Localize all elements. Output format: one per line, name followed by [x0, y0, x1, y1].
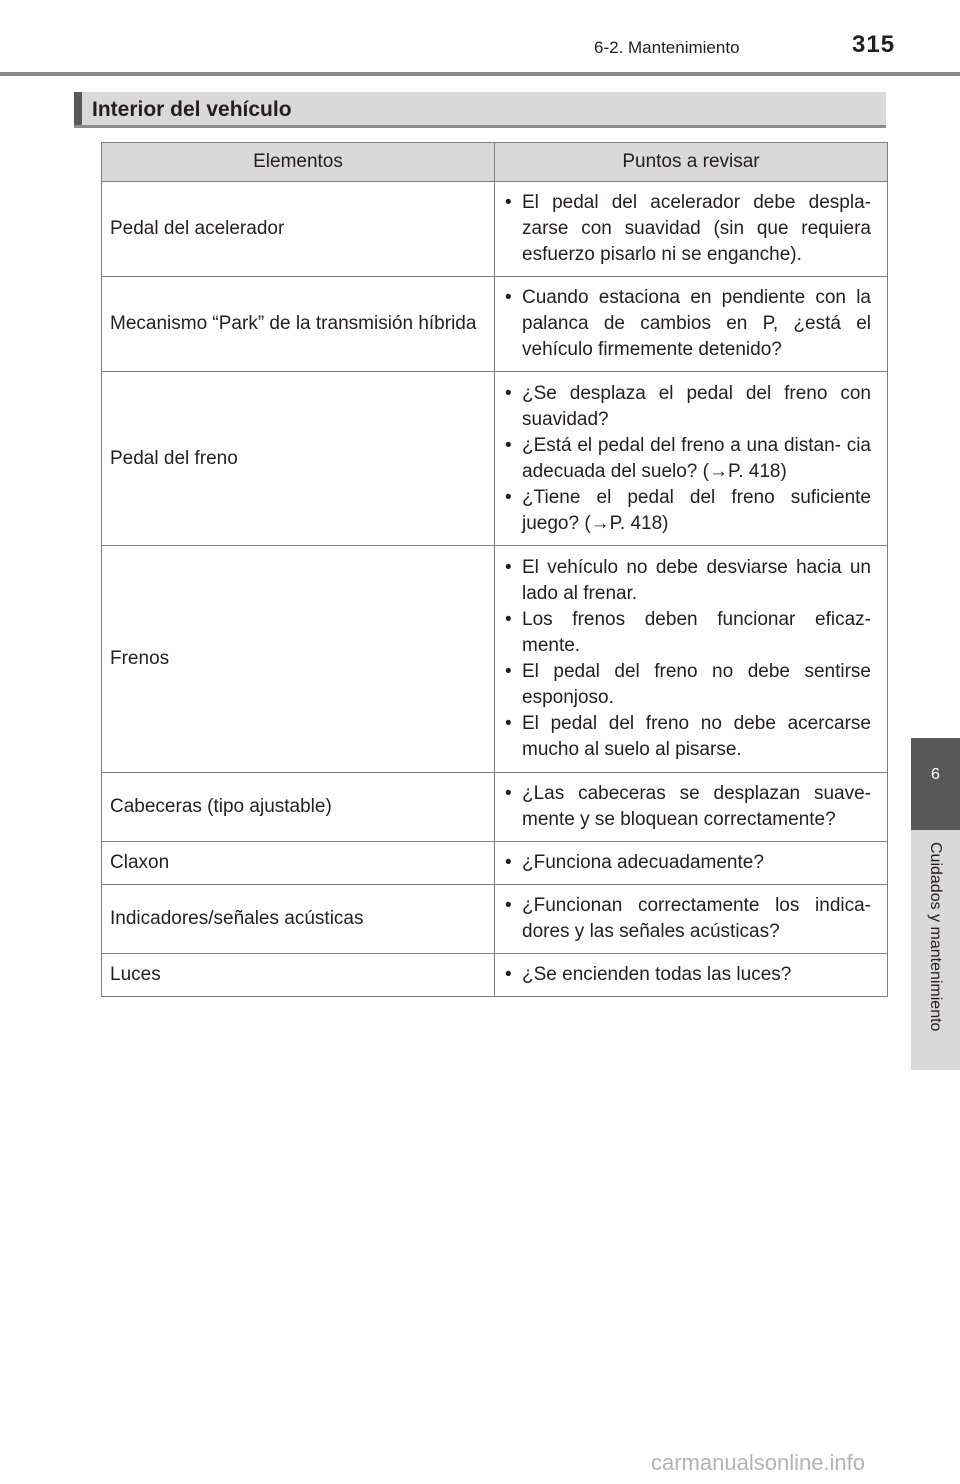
section-title-underline [74, 125, 886, 128]
row-item: Luces [102, 954, 495, 997]
table-row [102, 372, 888, 546]
table-row [102, 885, 888, 954]
row-checks [495, 773, 888, 842]
table-row [102, 773, 888, 842]
table-header-row [102, 143, 888, 182]
row-checks [495, 842, 888, 885]
table-row [102, 182, 888, 277]
row-checks [495, 372, 888, 546]
chapter-label: Cuidados y mantenimiento [927, 842, 944, 1032]
watermark: carmanualsonline.info [651, 1450, 866, 1475]
row-item: Frenos [102, 546, 495, 773]
row-item: Mecanismo “Park” de la transmisión híbrida [102, 277, 495, 372]
column-header-elements: Elementos [102, 143, 495, 182]
row-checks [495, 182, 888, 277]
section-header: 6-2. Mantenimiento [594, 38, 740, 57]
check-item: • El vehículo no debe desviarse hacia un lado al frenar. [503, 555, 871, 607]
check-item: • El pedal del freno no debe acercarse mucho al suelo al pisarse. [503, 711, 871, 763]
check-item: • ¿Se encienden todas las luces? [503, 962, 871, 988]
row-checks [495, 546, 888, 773]
check-item: • El pedal del acelerador debe despla- zarse con suavidad (sin que requiera esfuerzo pisarlo ni se enganche). [503, 190, 871, 268]
header-rule [0, 72, 960, 76]
check-item: • ¿Tiene el pedal del freno suficiente juego? (→P. 418) [503, 485, 871, 537]
row-item: Pedal del acelerador [102, 182, 495, 277]
table-row [102, 277, 888, 372]
table-row [102, 842, 888, 885]
section-title-bar [74, 92, 886, 128]
row-item: Pedal del freno [102, 372, 495, 546]
table-row [102, 546, 888, 773]
check-item: • ¿Las cabeceras se desplazan suave- mente y se bloquean correctamente? [503, 781, 871, 833]
table-row [102, 954, 888, 997]
check-item: • El pedal del freno no debe sentirse esponjoso. [503, 659, 871, 711]
row-checks [495, 954, 888, 997]
check-item: • ¿Está el pedal del freno a una distan- cia adecuada del suelo? (→P. 418) [503, 433, 871, 485]
row-checks [495, 885, 888, 954]
check-item: • ¿Funcionan correctamente los indica- dores y las señales acústicas? [503, 893, 871, 945]
check-item: • ¿Se desplaza el pedal del freno con suavidad? [503, 381, 871, 433]
column-header-checkpoints: Puntos a revisar [495, 143, 888, 182]
chapter-number: 6 [931, 766, 940, 783]
check-item: • Los frenos deben funcionar eficaz- mente. [503, 607, 871, 659]
check-item: • ¿Funciona adecuadamente? [503, 850, 871, 876]
inspection-table [101, 142, 888, 997]
row-item: Cabeceras (tipo ajustable) [102, 773, 495, 842]
chapter-tab [911, 738, 960, 830]
section-title-marker [74, 92, 82, 128]
page-number: 315 [852, 31, 896, 58]
row-checks [495, 277, 888, 372]
check-item: • Cuando estaciona en pendiente con la palanca de cambios en P, ¿está el vehículo firmemente detenido? [503, 285, 871, 363]
section-title: Interior del vehículo [92, 98, 292, 121]
row-item: Claxon [102, 842, 495, 885]
row-item: Indicadores/señales acústicas [102, 885, 495, 954]
